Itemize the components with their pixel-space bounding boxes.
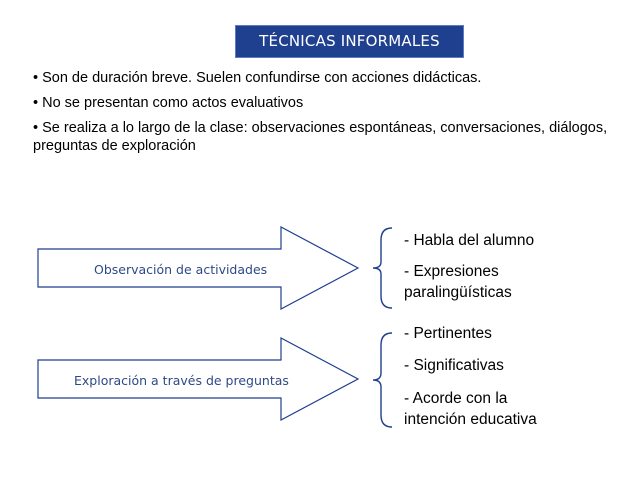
title-banner: TÉCNICAS INFORMALES [235,25,464,58]
list-item: - Significativas [404,357,504,374]
list-item: - Habla del alumno [404,232,535,249]
bullet-item: • No se presentan como actos evaluativos [33,95,304,111]
list-item: - Acorde con la [404,390,508,407]
left-brace [373,228,392,308]
bullet-item: • Son de duración breve. Suelen confundirse con acciones didácticas. [33,70,482,86]
list-item: - Pertinentes [404,325,492,342]
arrow-label-observacion: Observación de actividades [94,262,268,277]
list-item: - Expresiones [404,263,499,280]
list-item: intención educativa [404,411,537,428]
list-item: paralingüísticas [404,284,512,301]
bullet-item: • Se realiza a lo largo de la clase: observaciones espontáneas, conversaciones, diálogos, preguntas de exploración [33,120,608,154]
arrow-label-exploracion: Exploración a través de preguntas [74,373,289,388]
left-brace [373,333,392,427]
